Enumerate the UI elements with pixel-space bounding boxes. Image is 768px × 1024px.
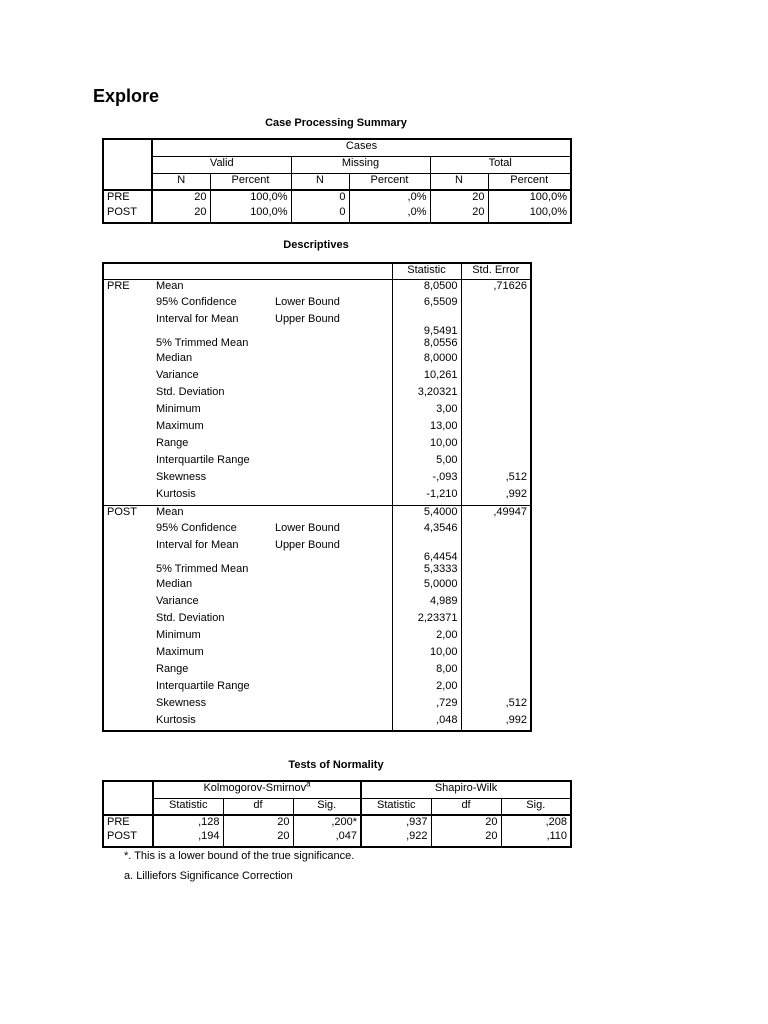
table-row xyxy=(103,815,571,830)
normality-table xyxy=(102,780,572,848)
cell-value: 20 xyxy=(152,206,210,223)
cps-subheader: N xyxy=(152,173,210,190)
stat-name: 5% Trimmed Mean xyxy=(156,337,249,349)
stat-name: 95% Confidence xyxy=(156,522,237,534)
stderror-value xyxy=(461,522,531,539)
stat-name: Maximum xyxy=(156,646,204,658)
stat-value: 2,00 xyxy=(392,629,461,646)
stat-name: Interval for Mean xyxy=(156,313,239,325)
norm-subheader: Sig. xyxy=(501,798,571,815)
norm-corner-cell xyxy=(103,781,153,815)
footnote-a-mark: a. xyxy=(124,870,134,882)
stat-name: Interquartile Range xyxy=(156,680,250,692)
stat-value: 10,261 xyxy=(392,369,461,386)
cell-value: 20 xyxy=(430,190,488,206)
stat-subname xyxy=(272,471,392,488)
stat-subname: Upper Bound xyxy=(275,539,340,551)
stat-name: Std. Deviation xyxy=(156,386,225,398)
stat-value: -,093 xyxy=(392,471,461,488)
stderror-value xyxy=(461,454,531,471)
stat-name: 95% Confidence xyxy=(156,296,237,308)
stat-subname xyxy=(272,680,392,697)
stderror-value xyxy=(461,369,531,386)
stderror-value: ,512 xyxy=(461,697,531,714)
cps-subheader: N xyxy=(291,173,349,190)
table-row xyxy=(103,190,571,206)
stderror-value xyxy=(461,663,531,680)
stat-name: Range xyxy=(156,663,189,675)
row-label: POST xyxy=(103,830,153,847)
norm-subheader: df xyxy=(431,798,501,815)
stat-value: 4,989 xyxy=(392,595,461,612)
stat-name: Range xyxy=(156,437,189,449)
stderror-value xyxy=(461,296,531,313)
table-row xyxy=(103,454,531,471)
stat-subname xyxy=(272,714,392,731)
cps-corner-cell xyxy=(103,139,152,190)
stat-name: Kurtosis xyxy=(156,488,196,500)
stderror-value xyxy=(461,578,531,595)
table-row xyxy=(103,206,571,223)
stat-subname xyxy=(272,612,392,629)
desc-corner-cell xyxy=(103,263,392,279)
footnote-a-text: Lilliefors Significance Correction xyxy=(136,870,293,882)
table-row xyxy=(103,830,571,847)
cell-value: ,128 xyxy=(153,815,223,830)
stderror-value xyxy=(461,337,531,352)
stat-name: 5% Trimmed Mean xyxy=(156,563,249,575)
row-label: POST xyxy=(103,206,152,223)
stat-value: 6,4454 xyxy=(392,539,461,563)
cell-value: ,110 xyxy=(501,830,571,847)
table-row xyxy=(103,646,531,663)
cps-subheader: Percent xyxy=(349,173,430,190)
row-label: PRE xyxy=(103,190,152,206)
stat-subname xyxy=(272,697,392,714)
cell-value: 20 xyxy=(431,830,501,847)
table-row xyxy=(103,612,531,629)
stat-subname xyxy=(272,279,392,296)
stat-subname xyxy=(272,403,392,420)
stat-value: 10,00 xyxy=(392,437,461,454)
stderror-value: ,49947 xyxy=(461,505,531,522)
stderror-value xyxy=(461,612,531,629)
stat-name: Interquartile Range xyxy=(156,454,250,466)
table-row xyxy=(103,505,531,522)
stderror-value: ,992 xyxy=(461,714,531,731)
stderror-value xyxy=(461,386,531,403)
desc-header-stderror: Std. Error xyxy=(461,263,531,279)
cell-value: ,047 xyxy=(293,830,361,847)
stat-subname xyxy=(272,352,392,369)
cell-value: 20 xyxy=(152,190,210,206)
descriptives-table xyxy=(102,262,532,732)
cell-value: 100,0% xyxy=(488,190,571,206)
stderror-value: ,71626 xyxy=(461,279,531,296)
cell-value: ,937 xyxy=(361,815,431,830)
stderror-value xyxy=(461,437,531,454)
stat-value: 2,23371 xyxy=(392,612,461,629)
cell-value: 100,0% xyxy=(210,206,291,223)
table-row xyxy=(103,680,531,697)
stat-value: ,729 xyxy=(392,697,461,714)
stat-value: ,048 xyxy=(392,714,461,731)
cell-value: ,922 xyxy=(361,830,431,847)
stderror-value: ,512 xyxy=(461,471,531,488)
norm-subheader: Statistic xyxy=(153,798,223,815)
stat-subname: Upper Bound xyxy=(275,313,340,325)
footnote-star xyxy=(124,850,354,862)
stat-name: Skewness xyxy=(156,471,207,483)
stat-name: Minimum xyxy=(156,629,201,641)
stat-subname xyxy=(272,563,392,578)
norm-ks-sup: a xyxy=(306,781,311,789)
cps-subheader: N xyxy=(430,173,488,190)
stat-name: Variance xyxy=(156,369,199,381)
stat-value: 8,0556 xyxy=(392,337,461,352)
table-row xyxy=(103,437,531,454)
stderror-value xyxy=(461,420,531,437)
case-processing-table xyxy=(102,138,572,224)
stat-name: Mean xyxy=(153,279,272,296)
cps-subheader: Percent xyxy=(210,173,291,190)
stderror-value xyxy=(461,352,531,369)
stat-value: 8,00 xyxy=(392,663,461,680)
stat-subname xyxy=(272,505,392,522)
stat-subname xyxy=(272,420,392,437)
page-title: Explore xyxy=(93,86,160,106)
cell-value: ,194 xyxy=(153,830,223,847)
stat-name: Skewness xyxy=(156,697,207,709)
stat-value: 3,20321 xyxy=(392,386,461,403)
table-row xyxy=(103,563,531,578)
cell-value: 20 xyxy=(223,815,293,830)
stat-subname xyxy=(272,488,392,505)
cell-value: 20 xyxy=(223,830,293,847)
stderror-value xyxy=(461,563,531,578)
stat-subname xyxy=(272,337,392,352)
stderror-value xyxy=(461,539,531,563)
stat-value: 9,5491 xyxy=(392,313,461,337)
stderror-value xyxy=(461,595,531,612)
cps-cases-header: Cases xyxy=(152,139,571,156)
descriptives-caption: Descriptives xyxy=(283,239,349,251)
table-row xyxy=(103,522,531,539)
stat-value: 5,0000 xyxy=(392,578,461,595)
stat-subname xyxy=(272,369,392,386)
table-row xyxy=(103,352,531,369)
table-row xyxy=(103,595,531,612)
stat-value: 8,0500 xyxy=(392,279,461,296)
stderror-value xyxy=(461,680,531,697)
norm-subheader: Statistic xyxy=(361,798,431,815)
stderror-value xyxy=(461,313,531,337)
stat-value: 4,3546 xyxy=(392,522,461,539)
stat-subname xyxy=(272,595,392,612)
cell-value: 0 xyxy=(291,206,349,223)
table-row xyxy=(103,337,531,352)
cell-value: 100,0% xyxy=(488,206,571,223)
stat-name: Std. Deviation xyxy=(156,612,225,624)
cell-value: 100,0% xyxy=(210,190,291,206)
stat-subname: Lower Bound xyxy=(275,296,340,308)
stat-value: 5,3333 xyxy=(392,563,461,578)
cell-value: 20 xyxy=(431,815,501,830)
stat-value: 6,5509 xyxy=(392,296,461,313)
stat-name: Median xyxy=(156,352,193,364)
table-row xyxy=(103,403,531,420)
stat-value: 8,0000 xyxy=(392,352,461,369)
footnote-star-mark: *. xyxy=(124,850,132,862)
group-label: POST xyxy=(103,505,153,731)
stat-subname xyxy=(272,663,392,680)
norm-ks-header xyxy=(153,781,361,798)
row-label: PRE xyxy=(103,815,153,830)
table-row xyxy=(103,663,531,680)
stat-subname xyxy=(272,454,392,471)
table-row xyxy=(103,578,531,595)
footnote-star-text: This is a lower bound of the true significance. xyxy=(134,850,355,862)
stat-subname xyxy=(272,629,392,646)
stderror-value xyxy=(461,629,531,646)
cell-value: 20 xyxy=(430,206,488,223)
cell-value: ,208 xyxy=(501,815,571,830)
stderror-value: ,992 xyxy=(461,488,531,505)
table-row xyxy=(103,471,531,488)
stat-subname xyxy=(272,578,392,595)
table-row xyxy=(103,369,531,386)
table-row xyxy=(103,296,531,313)
group-label: PRE xyxy=(103,279,153,505)
stat-name: Mean xyxy=(153,505,272,522)
stat-subname xyxy=(272,437,392,454)
stat-value: 5,4000 xyxy=(392,505,461,522)
stat-name: Median xyxy=(156,578,193,590)
stat-value: 10,00 xyxy=(392,646,461,663)
table-row xyxy=(103,279,531,296)
case-processing-caption: Case Processing Summary xyxy=(265,117,407,129)
table-row xyxy=(103,386,531,403)
table-row xyxy=(103,539,531,563)
stat-name: Interval for Mean xyxy=(156,539,239,551)
desc-group-post xyxy=(103,505,531,731)
table-row xyxy=(103,629,531,646)
norm-sw-header: Shapiro-Wilk xyxy=(361,781,571,798)
desc-group-pre xyxy=(103,279,531,505)
cell-value: ,0% xyxy=(349,190,430,206)
table-row xyxy=(103,420,531,437)
stat-value: 5,00 xyxy=(392,454,461,471)
cps-group-header: Total xyxy=(430,156,571,173)
stat-name: Variance xyxy=(156,595,199,607)
norm-subheader: Sig. xyxy=(293,798,361,815)
stat-value: 2,00 xyxy=(392,680,461,697)
cps-group-header: Missing xyxy=(291,156,430,173)
desc-header-statistic: Statistic xyxy=(392,263,461,279)
stat-value: -1,210 xyxy=(392,488,461,505)
stderror-value xyxy=(461,403,531,420)
cps-group-header: Valid xyxy=(152,156,291,173)
table-row xyxy=(103,714,531,731)
table-row xyxy=(103,697,531,714)
cps-subheader: Percent xyxy=(488,173,571,190)
stat-value: 3,00 xyxy=(392,403,461,420)
cell-value: ,0% xyxy=(349,206,430,223)
table-row xyxy=(103,313,531,337)
norm-ks-label: Kolmogorov-Smirnov xyxy=(203,782,307,794)
cell-value: 0 xyxy=(291,190,349,206)
table-row xyxy=(103,488,531,505)
stderror-value xyxy=(461,646,531,663)
stat-subname: Lower Bound xyxy=(275,522,340,534)
stat-name: Kurtosis xyxy=(153,714,272,731)
norm-subheader: df xyxy=(223,798,293,815)
stat-name: Minimum xyxy=(156,403,201,415)
stat-name: Maximum xyxy=(156,420,204,432)
normality-caption: Tests of Normality xyxy=(288,759,384,771)
stat-value: 13,00 xyxy=(392,420,461,437)
stat-subname xyxy=(272,386,392,403)
cell-value: ,200* xyxy=(293,815,361,830)
footnote-a xyxy=(124,870,293,882)
stat-subname xyxy=(272,646,392,663)
